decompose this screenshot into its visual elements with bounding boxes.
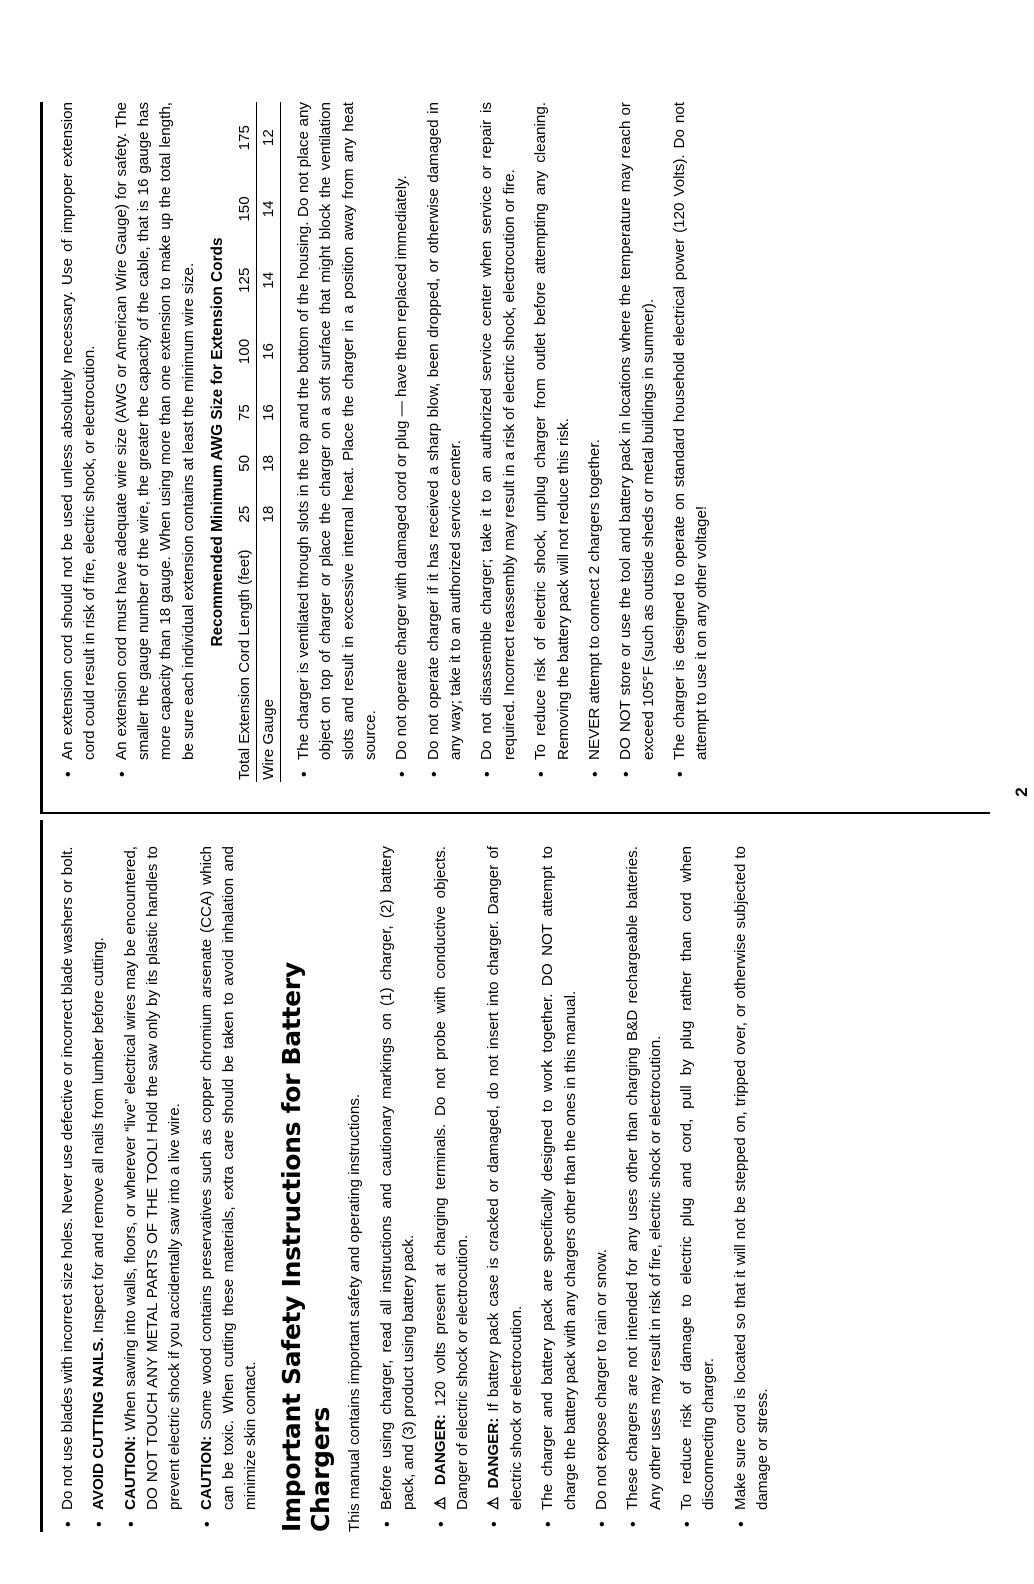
bullet-text: Inspect for and remove all nails from lumber before cutting. — [90, 937, 108, 1338]
list-item — [120, 846, 187, 1532]
list-item — [730, 846, 775, 1532]
bullet-icon: • — [394, 771, 412, 777]
list-item — [57, 102, 102, 782]
cell: 12 — [257, 102, 281, 173]
cell: 25 — [236, 505, 254, 523]
list-item — [376, 846, 421, 1532]
bullet-text: The charger and battery pack are specifically designed to work together. DO NOT attempt to charge the battery pack with any chargers other than the ones in this manual. — [539, 846, 579, 1510]
table-row — [257, 102, 281, 782]
bullet-text: Do not disassemble charger; take it to an authorized service center when service or repair is required. Incorrect reassembly may result in a risk of electric shock, electrocution or fire. — [478, 102, 518, 760]
bullet-text: Do not use blades with incorrect size holes. Never use defective or incorrect blade washers or bolt. — [59, 846, 76, 1510]
bullet-text: An extension cord must have adequate wire size (AWG or American Wire Gauge) for safety. The smaller the gauge number of the wire, the greater the capacity of the cable, that is 16 gauge has more capacity than 18 gauge. When using more than one extension to make up the total length, be sure each individual extension contains at least the minimum wire size. — [112, 102, 197, 760]
danger-label: ⚠ DANGER: — [431, 1414, 449, 1510]
bullet-icon: • — [198, 1521, 216, 1527]
cell: 14 — [257, 245, 281, 316]
bullet-icon: • — [586, 771, 604, 777]
table-row — [233, 102, 257, 782]
list-item — [591, 846, 613, 1532]
bullet-icon: • — [533, 771, 551, 777]
list-item — [483, 846, 528, 1532]
awg-size-table — [233, 102, 281, 782]
left-column — [40, 820, 990, 1532]
bullet-text: Do not expose charger to rain or snow. — [592, 1249, 610, 1510]
cell: 14 — [257, 173, 281, 244]
list-item — [196, 846, 263, 1532]
bullet-text: DO NOT store or use the tool and battery pack in locations where the temperature may reach or exceed 105°F (such as outside sheds or metal buildings in summer). — [617, 102, 657, 760]
list-item — [57, 846, 79, 1532]
bullet-icon: • — [540, 1521, 558, 1527]
bullet-icon: • — [122, 1521, 140, 1527]
cell: 75 — [236, 404, 254, 422]
bullet-icon: • — [379, 1521, 397, 1527]
row-label: Total Extension Cord Length (feet) — [236, 549, 254, 780]
bullet-icon: • — [732, 1521, 750, 1527]
bullet-lead: CAUTION: — [197, 1435, 215, 1510]
bullet-text: When sawing into walls, floors, or wherever “live” electrical wires may be encountered, DO NOT TOUCH ANY METAL PARTS OF THE TOOL! Hold the saw only by its plastic handles to prevent electric shock if you accidentally saw into a live wire. — [121, 846, 184, 1510]
bullet-icon: • — [425, 771, 443, 777]
cell: 18 — [257, 489, 281, 540]
section-intro: This manual contains important safety and operating instructions. — [345, 1093, 363, 1532]
section-heading: Important Safety Instructions for Battery Chargers — [276, 962, 335, 1532]
bullet-icon: • — [486, 1521, 504, 1527]
cell: 100 — [236, 338, 254, 365]
bullet-icon: • — [593, 1521, 611, 1527]
bullet-icon: • — [671, 771, 689, 777]
bullet-text: Some wood contains preservatives such as copper chromium arsenate (CCA) which can be toxic. When cutting these materials, extra care should be taken to avoid inhalation and minimize skin contact. — [197, 846, 260, 1510]
right-column — [40, 102, 990, 814]
bullet-text: If battery pack case is cracked or damaged, do not insert into charger. Danger of electric shock or electrocution. — [485, 846, 525, 1510]
bullet-text: NEVER attempt to connect 2 chargers together. — [585, 439, 603, 760]
danger-label: ⚠ DANGER: — [485, 1417, 503, 1510]
bullet-text: 120 volts present at charging terminals. Do not probe with conductive objects. Danger of electric shock or electrocution. — [431, 846, 472, 1510]
list-item — [111, 102, 200, 782]
list-item — [676, 846, 721, 1532]
bullet-lead: AVOID CUTTING NAILS. — [90, 1337, 108, 1510]
list-item — [669, 102, 714, 782]
bullet-icon: • — [296, 771, 314, 777]
list-item — [615, 102, 660, 782]
cell: 150 — [236, 196, 254, 222]
list-item — [537, 846, 582, 1532]
cell: 18 — [257, 438, 281, 489]
bullet-text: An extension cord should not be used unless absolutely necessary. Use of improper extension cord could result in risk of fire, electric shock, or electrocution. — [59, 102, 99, 760]
bullet-text: The charger is ventilated through slots in the top and the bottom of the housing. Do not place any object on top of charger or place the charger on a soft surface that might block the ventilation slots and result in excessive internal heat. Place the charger in a position away from any heat source. — [295, 102, 380, 760]
list-item — [430, 846, 475, 1532]
bullet-icon: • — [60, 771, 77, 777]
cell: 16 — [257, 387, 281, 438]
bullet-text: Make sure cord is located so that it will not be stepped on, tripped over, or otherwise subjected to damage or stress. — [731, 846, 771, 1510]
cell: 125 — [236, 267, 254, 293]
list-item — [584, 102, 606, 782]
bullet-text: Do not operate charger with damaged cord or plug — have them replaced immediately. — [393, 175, 411, 760]
bullet-text: These chargers are not intended for any uses other than charging B&D rechargeable batteries. Any other uses may result in risk of fire, electric shock or electrocution. — [624, 846, 664, 1510]
two-column-layout — [40, 46, 990, 1532]
bullet-lead: CAUTION: — [121, 1435, 139, 1510]
bullet-icon: • — [113, 771, 131, 777]
list-item — [622, 846, 667, 1532]
bullet-text: Before using charger, read all instructions and cautionary markings on (1) charger, (2) battery pack, and (3) product using battery pack. — [378, 846, 418, 1510]
list-item — [530, 102, 575, 782]
cell: 16 — [257, 316, 281, 387]
bullet-icon: • — [60, 1521, 77, 1527]
bullet-text: To reduce risk of electric shock, unplug charger from outlet before attempting any cleaning. Removing the battery pack will not reduce this risk. — [532, 102, 572, 760]
row-label: Wire Gauge — [257, 540, 281, 782]
bullet-icon: • — [678, 1521, 696, 1527]
cell: 50 — [236, 454, 254, 472]
bullet-text: Do not operate charger if it has received a sharp blow, been dropped, or otherwise damaged in any way; take it to an authorized service center. — [424, 102, 465, 760]
bullet-icon: • — [479, 771, 497, 777]
list-item — [423, 102, 468, 782]
list-item — [293, 102, 382, 782]
bullet-icon: • — [91, 1521, 109, 1527]
table-caption: Recommended Minimum AWG Size for Extension Cords — [209, 237, 227, 647]
page-number: 2 — [1012, 787, 1031, 797]
bullet-icon: • — [625, 1521, 643, 1527]
list-item — [88, 846, 110, 1532]
cell: 175 — [236, 125, 254, 151]
bullet-icon: • — [618, 771, 636, 777]
bullet-text: The charger is designed to operate on standard household electrical power (120 Volts). Do not attempt to use it on any other voltage! — [670, 102, 711, 760]
bullet-text: To reduce risk of damage to electric plug and cord, pull by plug rather than cord when disconnecting charger. — [677, 846, 718, 1510]
list-item — [476, 102, 521, 782]
list-item — [391, 102, 413, 782]
bullet-icon: • — [432, 1521, 450, 1527]
